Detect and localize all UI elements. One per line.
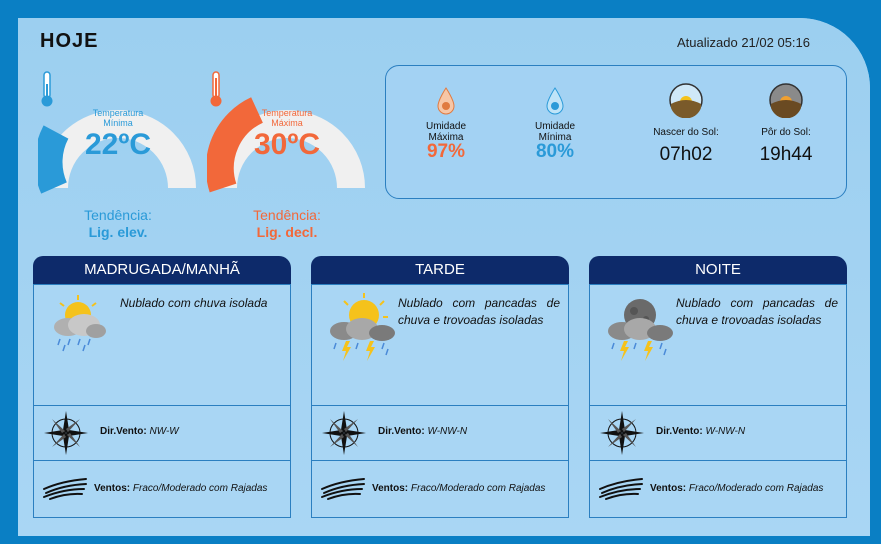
updated-timestamp: Atualizado 21/02 05:16 bbox=[677, 35, 810, 50]
wind-dir-value: W-NW-N bbox=[705, 426, 746, 437]
period-description: Nublado com pancadas de chuva e trovoadas isoladas bbox=[676, 296, 838, 327]
partly-cloudy-rain-icon bbox=[46, 293, 110, 353]
sunset bbox=[731, 82, 841, 166]
humidity-min-label-2: Mínima bbox=[538, 132, 572, 143]
thermometer-icon bbox=[207, 70, 225, 108]
compass-rose-icon bbox=[42, 409, 90, 457]
period-column-afternoon bbox=[311, 256, 569, 518]
sunrise-label: Nascer do Sol: bbox=[653, 127, 719, 138]
max-gauge-label-1: Temperatura bbox=[261, 108, 313, 118]
period-header: NOITE bbox=[589, 256, 847, 284]
thermometer-icon bbox=[38, 70, 56, 108]
compass-rose-icon bbox=[320, 409, 368, 457]
humidity-max-value: 97% bbox=[426, 141, 466, 162]
droplet-icon bbox=[544, 86, 566, 116]
sunrise bbox=[631, 82, 741, 166]
sunset-time: 19h44 bbox=[759, 144, 813, 165]
period-header: MADRUGADA/MANHÃ bbox=[33, 256, 291, 284]
period-description: Nublado com chuva isolada bbox=[120, 296, 268, 310]
max-trend-label: Tendência: bbox=[253, 207, 321, 223]
wind-gust-icon bbox=[42, 475, 88, 501]
winds-label: Ventos: bbox=[94, 483, 131, 494]
max-gauge-label-2: Máxima bbox=[271, 118, 303, 128]
humidity-max bbox=[391, 86, 501, 163]
winds-value: Fraco/Moderado com Rajadas bbox=[688, 483, 824, 494]
winds-value: Fraco/Moderado com Rajadas bbox=[410, 483, 546, 494]
wind-dir-value: NW-W bbox=[149, 426, 179, 437]
humidity-max-label-1: Umidade bbox=[425, 121, 467, 132]
period-column-morning bbox=[33, 256, 291, 518]
humidity-min-value: 80% bbox=[535, 141, 575, 162]
period-description: Nublado com pancadas de chuva e trovoadas isoladas bbox=[398, 296, 560, 327]
sun-thunderstorm-icon bbox=[324, 293, 400, 363]
max-temp-gauge bbox=[207, 70, 367, 260]
min-temp-gauge bbox=[38, 70, 198, 260]
sunset-label: Pôr do Sol: bbox=[761, 127, 811, 138]
sunrise-icon bbox=[668, 82, 704, 118]
droplet-hot-icon bbox=[435, 86, 457, 116]
min-trend-value: Lig. elev. bbox=[88, 224, 148, 240]
compass-rose-icon bbox=[598, 409, 646, 457]
wind-gust-icon bbox=[598, 475, 644, 501]
wind-dir-label: Dir.Vento: bbox=[100, 426, 147, 437]
min-gauge-label-1: Temperatura bbox=[92, 108, 144, 118]
wind-dir-value: W-NW-N bbox=[427, 426, 468, 437]
info-box bbox=[385, 65, 847, 199]
humidity-min bbox=[500, 86, 610, 163]
wind-dir-label: Dir.Vento: bbox=[656, 426, 703, 437]
winds-label: Ventos: bbox=[650, 483, 687, 494]
humidity-min-label-1: Umidade bbox=[534, 121, 576, 132]
forecast-panel bbox=[18, 18, 870, 536]
sunset-icon bbox=[768, 82, 804, 118]
min-trend-label: Tendência: bbox=[84, 207, 152, 223]
page-title: HOJE bbox=[40, 30, 99, 52]
wind-dir-label: Dir.Vento: bbox=[378, 426, 425, 437]
min-temp-value: 22ºC bbox=[85, 128, 151, 161]
max-temp-value: 30ºC bbox=[254, 128, 320, 161]
sunrise-time: 07h02 bbox=[659, 144, 713, 165]
min-gauge-label-2: Mínima bbox=[103, 118, 133, 128]
winds-label: Ventos: bbox=[372, 483, 409, 494]
wind-gust-icon bbox=[320, 475, 366, 501]
max-trend-value: Lig. decl. bbox=[256, 224, 318, 240]
period-header: TARDE bbox=[311, 256, 569, 284]
winds-value: Fraco/Moderado com Rajadas bbox=[132, 483, 268, 494]
moon-thunderstorm-icon bbox=[602, 293, 678, 363]
humidity-max-label-2: Máxima bbox=[428, 132, 464, 143]
period-column-night bbox=[589, 256, 847, 518]
